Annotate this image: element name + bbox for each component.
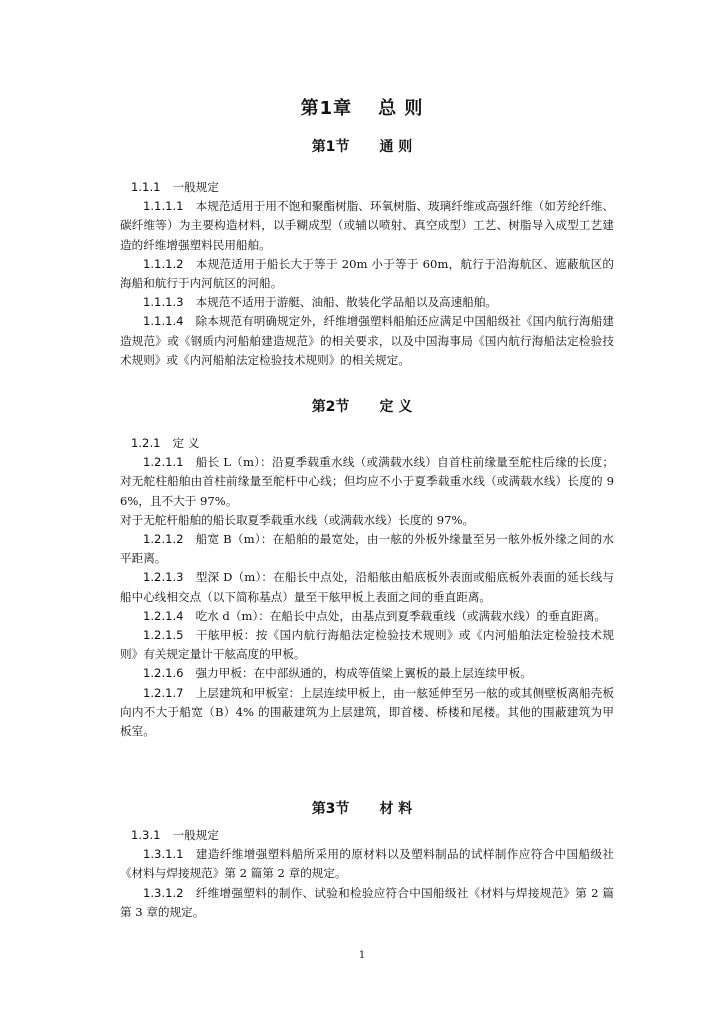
chapter-name: 总 则 xyxy=(378,98,424,119)
clause-paragraph: 1.3.1.1 建造纤维增强塑料船所采用的原材料以及塑料制品的试样制作应符合中国船级社《材料与焊接规范》第 2 篇第 2 章的规定。 xyxy=(120,847,614,881)
section-number: 第1节 xyxy=(311,139,350,155)
clause-paragraph: 1.2.1.5 干舷甲板：按《国内航行海船法定检验技术规则》或《内河船舶法定检验技术规则》有关规定量计干舷高度的甲板。 xyxy=(120,628,614,662)
section-title-3 xyxy=(0,798,724,818)
clause-paragraph: 1.2.1.6 强力甲板：在中部纵通的，构成等值梁上翼板的最上层连续甲板。 xyxy=(143,666,532,681)
section-body-3 xyxy=(120,826,614,922)
subsection-heading: 1.2.1 定 义 xyxy=(131,436,200,450)
section-name: 通 则 xyxy=(379,139,413,155)
clause-paragraph: 1.1.1.1 本规范适用于用不饱和聚酯树脂、环氧树脂、玻璃纤维或高强纤维（如芳纶纤维、碳纤维等）为主要构造材料，以手糊成型（或辅以喷射、真空成型）工艺、树脂导入成型工艺建造的纤维增强塑料民用船舶。 xyxy=(120,199,614,252)
section-name: 定 义 xyxy=(379,399,413,415)
clause-paragraph: 对于无舵杆船舶的船长取夏季载重水线（或满载水线）长度的 97%。 xyxy=(120,512,475,527)
section-title-1 xyxy=(0,136,724,156)
clause-paragraph: 1.3.1.2 纤维增强塑料的制作、试验和检验应符合中国船级社《材料与焊接规范》第 2 篇第 3 章的规定。 xyxy=(120,885,614,919)
clause-paragraph: 1.1.1.4 除本规范有明确规定外，纤维增强塑料船舶还应满足中国船级社《国内航行海船建造规范》或《钢质内河船舶建造规范》的相关要求，以及中国海事局《国内航行海船法定检验技术规则》或《内河船舶法定检验技术规则》的相关规定。 xyxy=(120,314,614,367)
clause-paragraph: 1.2.1.2 船宽 B（m）：在船舶的最宽处，由一舷的外板外缘量至另一舷外板外缘之间的水平距离。 xyxy=(120,532,614,566)
subsection-heading: 1.3.1 一般规定 xyxy=(131,828,219,842)
clause-paragraph: 1.2.1.1 船长 L（m）：沿夏季载重水线（或满载水线）自首柱前缘量至舵柱后缘的长度；对无舵柱船舶由首柱前缘量至舵杆中心线；但均应不小于夏季载重水线（或满载水线）长度的 96%，且不大于 97%。 xyxy=(120,455,614,508)
section-body-2 xyxy=(120,434,614,741)
chapter-number: 第1章 xyxy=(300,98,353,119)
section-number: 第3节 xyxy=(311,801,350,817)
clause-paragraph: 1.1.1.3 本规范不适用于游艇、油船、散装化学品船以及高速船舶。 xyxy=(143,295,498,310)
subsection-heading: 1.1.1 一般规定 xyxy=(131,180,219,194)
section-number: 第2节 xyxy=(311,399,350,415)
section-title-2 xyxy=(0,396,724,416)
page-number: 1 xyxy=(358,950,366,961)
clause-paragraph: 1.1.1.2 本规范适用于船长大于等于 20m 小于等于 60m，航行于沿海航区、遮蔽航区的海船和航行于内河航区的河船。 xyxy=(120,256,614,291)
clause-paragraph: 1.2.1.4 吃水 d（m）：在船长中点处，由基点到夏季载重线（或满载水线）的垂直距离。 xyxy=(143,608,607,623)
clause-paragraph: 1.2.1.3 型深 D（m）：在船长中点处，沿船舷由船底板外表面或船底板外表面的延长线与船中心线相交点（以下简称基点）量至干舷甲板上表面之间的垂直距离。 xyxy=(120,570,614,604)
section-name: 材 料 xyxy=(379,801,413,817)
section-body-1 xyxy=(120,178,614,370)
chapter-title xyxy=(0,94,724,120)
clause-paragraph: 1.2.1.7 上层建筑和甲板室：上层连续甲板上，由一舷延伸至另一舷的或其侧壁板离船壳板向内不大于船宽（B）4% 的围蔽建筑为上层建筑，即首楼、桥楼和尾楼。其他的围蔽建筑为甲板室。 xyxy=(120,685,614,739)
